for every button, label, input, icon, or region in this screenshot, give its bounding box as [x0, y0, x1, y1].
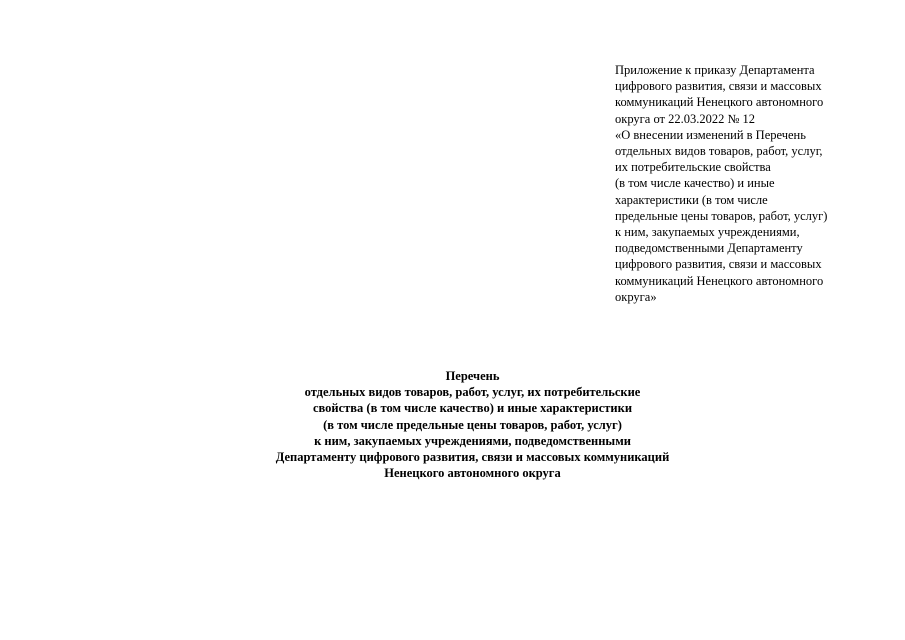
appendix-reference [615, 62, 875, 305]
appendix-line: «О внесении изменений в Перечень [615, 127, 806, 142]
appendix-line: коммуникаций Ненецкого автономного [615, 95, 824, 110]
title-line: Департаменту цифрового развития, связи и массовых коммуникаций [275, 450, 670, 465]
title-line: отдельных видов товаров, работ, услуг, их потребительские [304, 385, 641, 400]
appendix-line: коммуникаций Ненецкого автономного [615, 273, 824, 288]
appendix-line: предельные цены товаров, работ, услуг) [615, 208, 828, 223]
appendix-line: (в том числе качество) и иные [615, 176, 775, 191]
document-title [200, 368, 745, 481]
appendix-line: цифрового развития, связи и массовых [615, 79, 822, 94]
appendix-line: округа от 22.03.2022 № 12 [615, 111, 756, 126]
appendix-line: цифрового развития, связи и массовых [615, 257, 822, 272]
appendix-line: характеристики (в том числе [615, 192, 768, 207]
appendix-line: Приложение к приказу Департамента [615, 63, 815, 77]
title-line: Ненецкого автономного округа [384, 466, 561, 481]
title-line: к ним, закупаемых учреждениями, подведомственными [314, 433, 631, 448]
appendix-line: к ним, закупаемых учреждениями, [615, 225, 800, 240]
appendix-line: их потребительские свойства [615, 160, 771, 175]
title-heading: Перечень [445, 369, 500, 383]
appendix-line: подведомственными Департаменту [615, 241, 803, 256]
title-line: (в том числе предельные цены товаров, работ, услуг) [323, 417, 622, 432]
appendix-line: отдельных видов товаров, работ, услуг, [615, 144, 823, 159]
title-line: свойства (в том числе качество) и иные характеристики [312, 401, 633, 416]
appendix-line: округа» [615, 289, 657, 304]
